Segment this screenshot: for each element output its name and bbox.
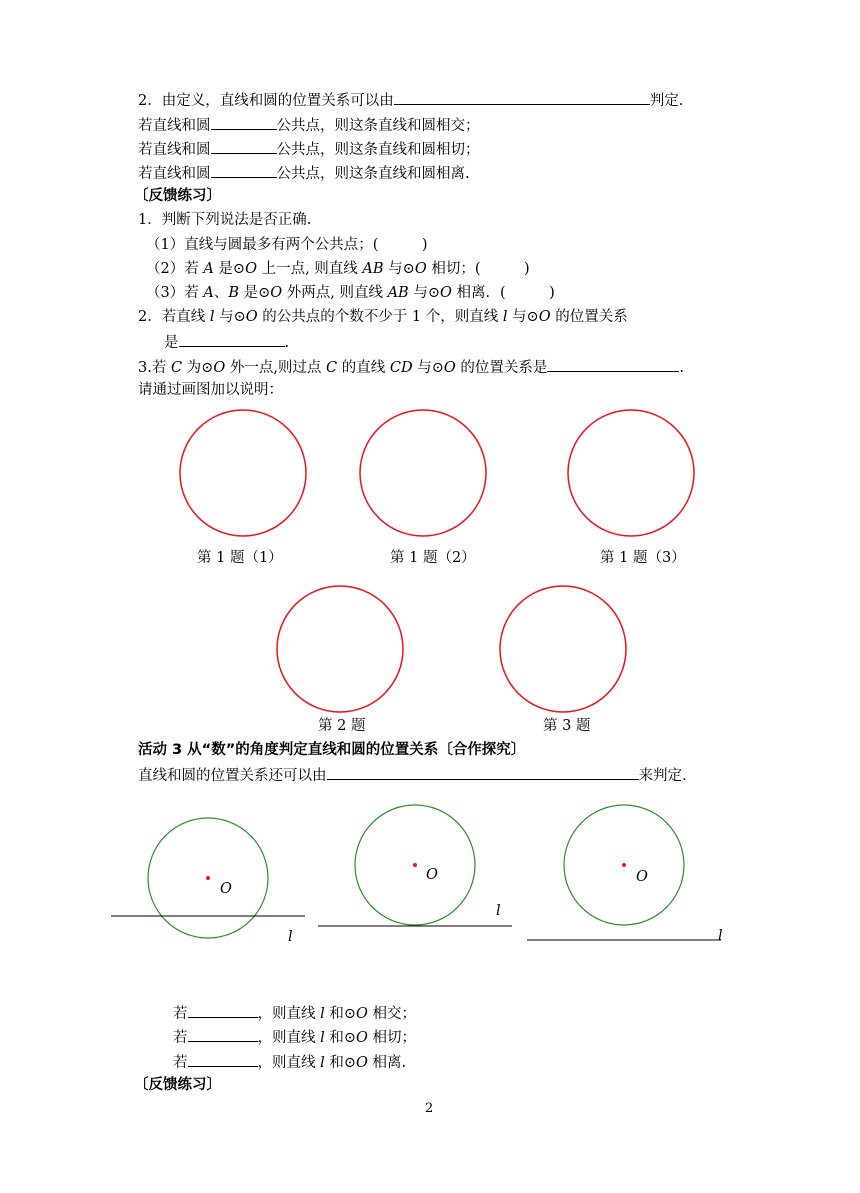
answer-blank[interactable] <box>188 1051 258 1067</box>
figure-circle-3 <box>500 586 626 712</box>
condition-text: 若直线和圆 <box>138 166 211 182</box>
page-number: 2 <box>425 1101 434 1116</box>
figure-circle-1-2 <box>360 410 486 536</box>
center-point <box>622 863 626 867</box>
caption-1-1: 第 1 题（1） <box>197 550 283 566</box>
figure-circle-1-1 <box>180 410 306 536</box>
relation-tangent: 若 ，则直线 l 和⊙O 相切； <box>173 1026 416 1048</box>
exercise-3: 3.若 C 为⊙O 外一点,则过点 C 的直线 CD 与⊙O 的位置关系是 . <box>138 356 684 378</box>
answer-blank[interactable] <box>327 764 639 780</box>
exercise-1-statement-3: （3）若 A、B 是⊙O 外两点, 则直线 AB 与⊙O 相离．( ) <box>146 285 555 301</box>
exercise-2-answer: 是 . <box>164 331 289 353</box>
draw-instruction: 请通过画图加以说明： <box>138 382 283 398</box>
condition-text: 公共点，则这条直线和圆相交； <box>276 118 480 134</box>
exercise-1-statement-2: （2）若 A 是⊙O 上一点, 则直线 AB 与⊙O 相切；( ) <box>146 261 530 277</box>
label-l: l <box>288 929 293 945</box>
center-point <box>413 863 417 867</box>
feedback-heading: 〔反馈练习〕 <box>134 188 221 204</box>
condition-text: 公共点，则这条直线和圆相离. <box>276 166 470 182</box>
label-l: l <box>496 903 501 919</box>
activity-3-heading: 活动 3 从“数”的角度判定直线和圆的位置关系〔合作探究〕 <box>138 742 526 758</box>
caption-3: 第 3 题 <box>543 718 591 734</box>
question-2-tail: 判定. <box>649 93 684 109</box>
exercise-1-statement-1: （1）直线与圆最多有两个公共点；( ) <box>146 237 428 253</box>
label-l: l <box>718 928 723 944</box>
caption-1-2: 第 1 题（2） <box>390 550 476 566</box>
figure-circle-1-3 <box>568 410 694 536</box>
label-o: O <box>426 867 438 883</box>
condition-text: 公共点，则这条直线和圆相切； <box>276 142 480 158</box>
figure-circle-2 <box>277 586 403 712</box>
caption-1-3: 第 1 题（3） <box>600 550 686 566</box>
label-o: O <box>636 869 648 885</box>
center-point <box>206 876 210 880</box>
answer-blank[interactable] <box>188 1026 258 1042</box>
relation-separate: 若 ，则直线 l 和⊙O 相离. <box>173 1051 406 1073</box>
caption-2: 第 2 题 <box>318 718 366 734</box>
condition-text: 若直线和圆 <box>138 118 211 134</box>
condition-text: 若直线和圆 <box>138 142 211 158</box>
question-2-text: 2．由定义，直线和圆的位置关系可以由 <box>138 93 394 109</box>
relation-intersect: 若 ，则直线 l 和⊙O 相交； <box>173 1002 416 1024</box>
exercise-1: 1．判断下列说法是否正确. <box>138 212 312 228</box>
label-o: O <box>220 881 232 897</box>
feedback-heading-2: 〔反馈练习〕 <box>134 1077 221 1093</box>
answer-blank[interactable] <box>188 1002 258 1018</box>
exercise-2: 2．若直线 l 与⊙O 的公共点的个数不少于 1 个，则直线 l 与⊙O 的位置关系 <box>138 309 628 325</box>
activity-3-line: 直线和圆的位置关系还可以由 来判定. <box>138 764 687 786</box>
